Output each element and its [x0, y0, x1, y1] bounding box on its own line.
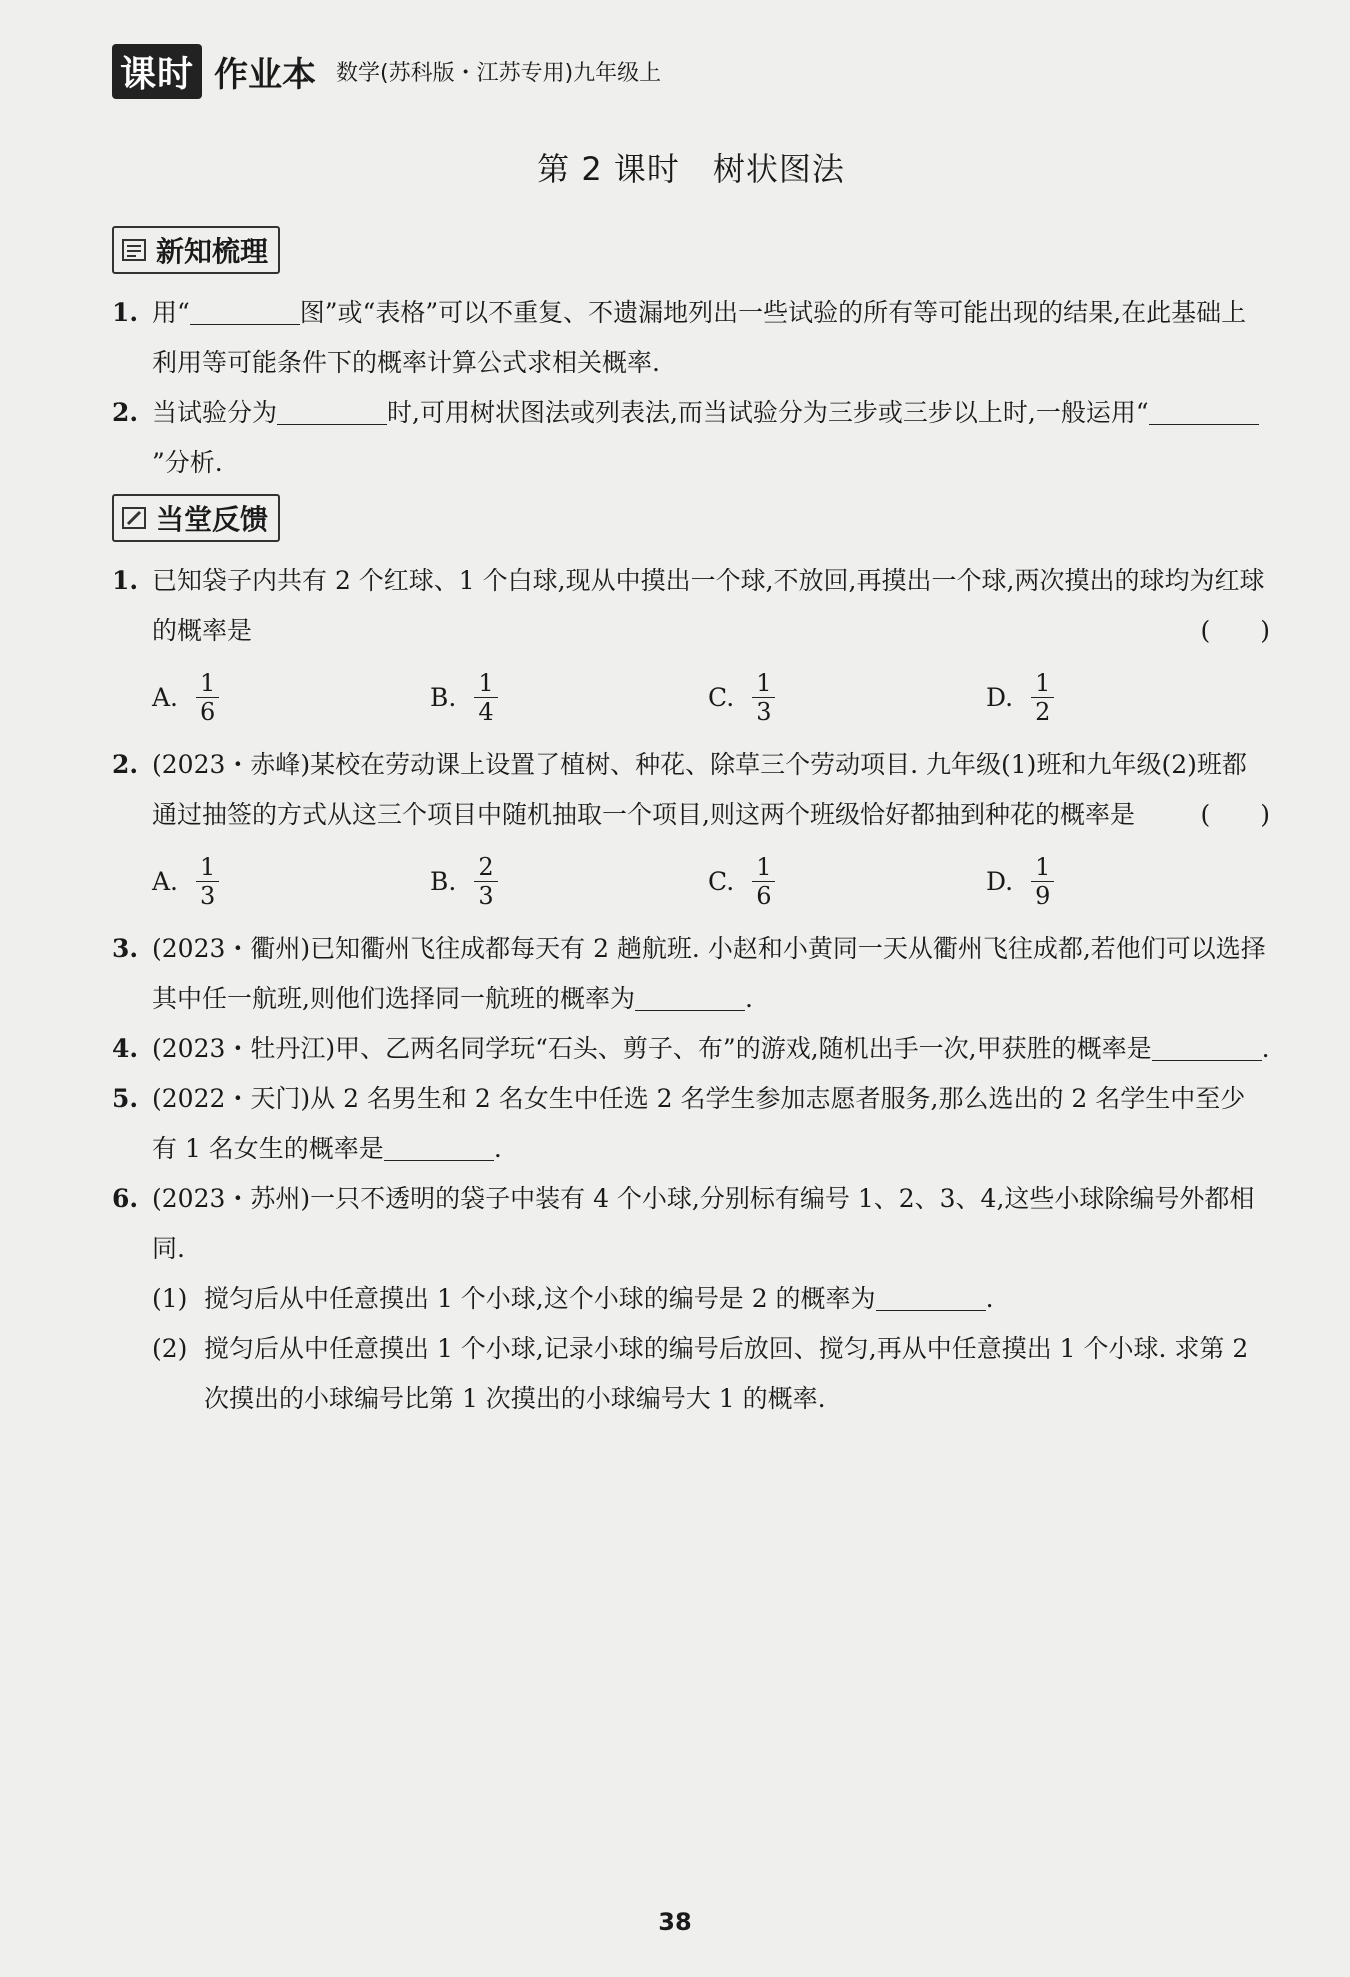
- pencil-icon: [120, 504, 148, 532]
- question-text: ”分析.: [152, 448, 223, 477]
- choice-b[interactable]: [430, 662, 708, 732]
- question-text: .: [985, 1284, 994, 1313]
- fraction: [196, 669, 219, 726]
- question: [112, 288, 1270, 388]
- book-icon: [120, 236, 148, 264]
- numerator: 1: [474, 669, 497, 698]
- numerator: 1: [196, 853, 219, 882]
- numerator: 1: [1031, 669, 1054, 698]
- question-text: (2022・天门)从 2 名男生和 2 名女生中任选 2 名学生参加志愿者服务,那么选出的 2 名学生中至少有 1 名女生的概率是: [152, 1084, 1246, 1163]
- choice-letter: C.: [708, 866, 735, 896]
- question-text: (2023・衢州)已知衢州飞往成都每天有 2 趟航班. 小赵和小黄同一天从衢州飞往成都,若他们可以选择其中任一航班,则他们选择同一航班的概率为: [152, 934, 1266, 1013]
- section-tag-feedback: [112, 494, 280, 542]
- question: [112, 1074, 1270, 1174]
- question: [112, 1174, 1270, 1274]
- denominator: 4: [478, 697, 494, 726]
- question-text: 当试验分为: [152, 398, 278, 427]
- question-text: .: [493, 1134, 502, 1163]
- question-body: [152, 924, 1270, 1024]
- header: [112, 40, 1270, 102]
- choice-letter: C.: [708, 682, 735, 712]
- question-number: 5.: [112, 1084, 139, 1113]
- fraction: [752, 669, 775, 726]
- page-number: 38: [658, 1908, 692, 1936]
- choice-letter: D.: [986, 866, 1014, 896]
- denominator: 3: [478, 881, 494, 910]
- choice-a[interactable]: [152, 662, 430, 732]
- numerator: 1: [1031, 853, 1054, 882]
- denominator: 6: [200, 697, 216, 726]
- question-body: [152, 1074, 1270, 1174]
- answer-blank[interactable]: [1152, 1035, 1262, 1061]
- answer-blank[interactable]: [876, 1285, 986, 1311]
- question-number: 1.: [112, 566, 139, 595]
- question-text: .: [744, 984, 753, 1013]
- question-number: 3.: [112, 934, 139, 963]
- question-number: 1.: [112, 298, 139, 327]
- question-text: .: [1261, 1034, 1270, 1063]
- denominator: 3: [756, 697, 772, 726]
- choice-c[interactable]: [708, 662, 986, 732]
- choice-b[interactable]: [430, 846, 708, 916]
- choice-d[interactable]: [986, 662, 1264, 732]
- question-body: [152, 288, 1270, 388]
- choice-letter: D.: [986, 682, 1014, 712]
- question: [112, 388, 1270, 488]
- answer-paren[interactable]: ( ): [1200, 616, 1270, 645]
- question-number: 2.: [112, 398, 139, 427]
- question-number: 4.: [112, 1034, 139, 1063]
- choice-c[interactable]: [708, 846, 986, 916]
- question-text: 已知袋子内共有 2 个红球、1 个白球,现从中摸出一个球,不放回,再摸出一个球,两次摸出的球均为红球的概率是: [152, 566, 1265, 645]
- fraction: [1031, 669, 1054, 726]
- question-text: 用“: [152, 298, 190, 327]
- fraction: [474, 669, 497, 726]
- question-number: 6.: [112, 1184, 139, 1213]
- choice-letter: B.: [430, 682, 457, 712]
- numerator: 1: [752, 853, 775, 882]
- choice-list: [152, 662, 1270, 732]
- question-body: [152, 740, 1270, 840]
- choice-a[interactable]: [152, 846, 430, 916]
- choice-list: [152, 846, 1270, 916]
- answer-blank[interactable]: [1149, 399, 1259, 425]
- answer-paren[interactable]: ( ): [1200, 800, 1270, 829]
- question: [112, 556, 1270, 656]
- question-text: 时,可用树状图法或列表法,而当试验分为三步或三步以上时,一般运用“: [387, 398, 1149, 427]
- question: [112, 924, 1270, 1024]
- denominator: 2: [1035, 697, 1051, 726]
- question-body: [152, 556, 1270, 656]
- answer-blank[interactable]: [190, 299, 300, 325]
- sub-question-number: (2): [152, 1334, 188, 1363]
- denominator: 6: [756, 881, 772, 910]
- answer-blank[interactable]: [635, 985, 745, 1011]
- question-number: 2.: [112, 750, 139, 779]
- question-text: 搅匀后从中任意摸出 1 个小球,这个小球的编号是 2 的概率为: [204, 1284, 876, 1313]
- logo-box: 课时: [112, 44, 202, 99]
- denominator: 9: [1035, 881, 1051, 910]
- choice-letter: B.: [430, 866, 457, 896]
- question: [112, 1024, 1270, 1074]
- question-text: (2023・牡丹江)甲、乙两名同学玩“石头、剪子、布”的游戏,随机出手一次,甲获胜的概率是: [152, 1034, 1152, 1063]
- fraction: [196, 853, 219, 910]
- choice-letter: A.: [152, 682, 179, 712]
- section-title: 当堂反馈: [156, 503, 269, 536]
- denominator: 3: [200, 881, 216, 910]
- choice-letter: A.: [152, 866, 179, 896]
- fraction: [752, 853, 775, 910]
- answer-blank[interactable]: [384, 1135, 494, 1161]
- question-text: 图”或“表格”可以不重复、不遗漏地列出一些试验的所有等可能出现的结果,在此基础上利用等可能条件下的概率计算公式求相关概率.: [152, 298, 1247, 377]
- numerator: 1: [196, 669, 219, 698]
- fraction: [474, 853, 497, 910]
- sub-question-body: [204, 1274, 1270, 1324]
- choice-d[interactable]: [986, 846, 1264, 916]
- section-title: 新知梳理: [156, 235, 269, 268]
- fraction: [1031, 853, 1054, 910]
- answer-blank[interactable]: [277, 399, 387, 425]
- question: [112, 740, 1270, 840]
- numerator: 2: [474, 853, 497, 882]
- question-body: [152, 1024, 1270, 1074]
- subject-label: 数学(苏科版・江苏专用)九年级上: [336, 60, 662, 86]
- question-text: (2023・赤峰)某校在劳动课上设置了植树、种花、除草三个劳动项目. 九年级(1)班和九年级(2)班都通过抽签的方式从这三个项目中随机抽取一个项目,则这两个班级恰好都抽到种花的概率是: [152, 750, 1247, 829]
- sub-question: [152, 1274, 1270, 1324]
- question-body: [152, 388, 1270, 488]
- sub-question-number: (1): [152, 1284, 188, 1313]
- sub-question: [152, 1324, 1270, 1424]
- sub-question-body: 搅匀后从中任意摸出 1 个小球,记录小球的编号后放回、搅匀,再从中任意摸出 1 个小球. 求第 2 次摸出的小球编号比第 1 次摸出的小球编号大 1 的概率.: [204, 1334, 1249, 1413]
- lesson-title: 第 2 课时 树状图法: [537, 150, 845, 188]
- logo: [112, 44, 316, 99]
- section-tag-new-knowledge: [112, 226, 280, 274]
- question-body: (2023・苏州)一只不透明的袋子中装有 4 个小球,分别标有编号 1、2、3、4,这些小球除编号外都相同.: [152, 1184, 1255, 1263]
- logo-text: 作业本: [214, 54, 317, 95]
- numerator: 1: [752, 669, 775, 698]
